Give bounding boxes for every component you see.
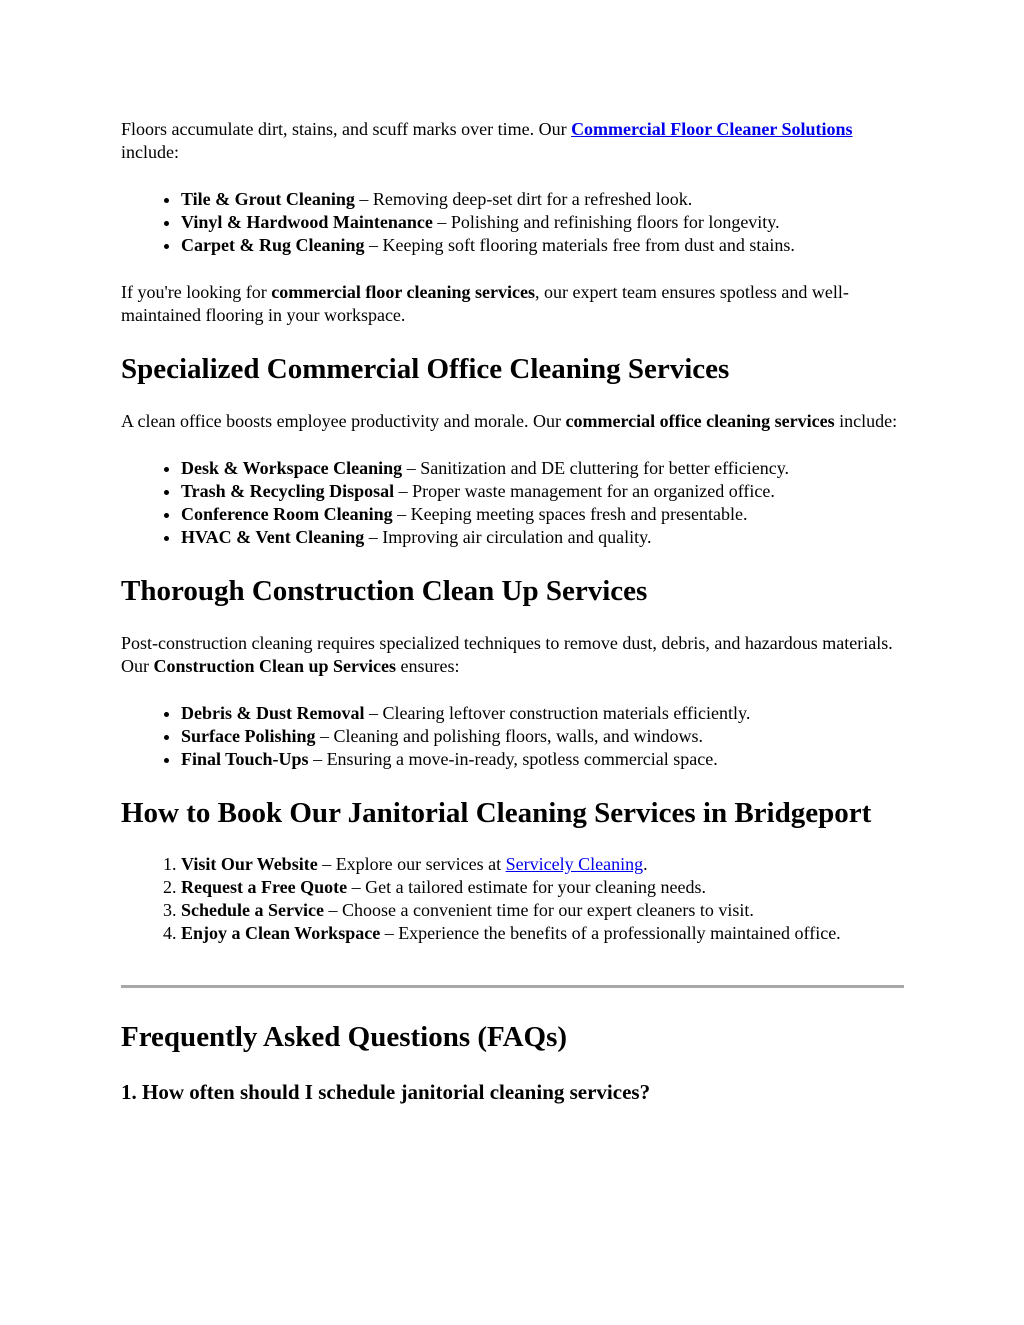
- commercial-floor-cleaner-link[interactable]: Commercial Floor Cleaner Solutions: [571, 119, 853, 139]
- office-services-list: [121, 457, 906, 549]
- list-item: • Conference Room Cleaning – Keeping meeting spaces fresh and presentable.: [181, 503, 906, 526]
- list-item: • HVAC & Vent Cleaning – Improving air circulation and quality.: [181, 526, 906, 549]
- list-item: • Trash & Recycling Disposal – Proper waste management for an organized office.: [181, 480, 906, 503]
- floor-intro-tail: include:: [121, 142, 179, 162]
- faq-section-heading: Frequently Asked Questions (FAQs): [121, 1021, 568, 1053]
- list-item: 4. Enjoy a Clean Workspace – Experience the benefits of a professionally maintained office.: [181, 922, 906, 945]
- office-intro-bold: commercial office cleaning services: [565, 411, 835, 431]
- office-section-heading: Specialized Commercial Office Cleaning Services: [121, 353, 730, 385]
- servicely-cleaning-link[interactable]: Servicely Cleaning: [505, 854, 644, 874]
- booking-steps-list: [121, 853, 906, 945]
- floor-outro-bold: commercial floor cleaning services: [271, 282, 535, 302]
- list-item: • Final Touch-Ups – Ensuring a move-in-ready, spotless commercial space.: [181, 748, 906, 771]
- construction-services-list: [121, 702, 906, 771]
- construction-intro-bold: Construction Clean up Services: [153, 656, 396, 676]
- list-item: • Carpet & Rug Cleaning – Keeping soft flooring materials free from dust and stains.: [181, 234, 906, 257]
- list-item: 2. Request a Free Quote – Get a tailored estimate for your cleaning needs.: [181, 876, 906, 899]
- construction-intro-paragraph: Post-construction cleaning requires specialized techniques to remove dust, debris, and hazardous materials. Our Construction Clean up Services ensures:: [121, 633, 893, 676]
- list-item: • Desk & Workspace Cleaning – Sanitization and DE cluttering for better efficiency.: [181, 457, 906, 480]
- list-item: • Debris & Dust Removal – Clearing leftover construction materials efficiently.: [181, 702, 906, 725]
- list-item: 1. Visit Our Website – Explore our services at Servicely Cleaning.: [181, 853, 906, 876]
- faq-question-1: 1. How often should I schedule janitorial cleaning services?: [121, 1080, 651, 1104]
- list-item: 3. Schedule a Service – Choose a convenient time for our expert cleaners to visit.: [181, 899, 906, 922]
- office-intro-paragraph: A clean office boosts employee productivity and morale. Our commercial office cleaning services include:: [121, 411, 898, 431]
- floor-intro-paragraph: [121, 118, 906, 164]
- floor-outro-paragraph: If you're looking for commercial floor cleaning services, our expert team ensures spotless and well-maintained flooring in your workspace.: [121, 282, 849, 325]
- list-item: • Vinyl & Hardwood Maintenance – Polishing and refinishing floors for longevity.: [181, 211, 906, 234]
- list-item: • Surface Polishing – Cleaning and polishing floors, walls, and windows.: [181, 725, 906, 748]
- list-item: • Tile & Grout Cleaning – Removing deep-set dirt for a refreshed look.: [181, 188, 906, 211]
- floor-services-list: [121, 188, 906, 257]
- section-divider: [121, 985, 904, 988]
- floor-intro-text: Floors accumulate dirt, stains, and scuff marks over time. Our: [121, 119, 572, 139]
- booking-section-heading: How to Book Our Janitorial Cleaning Services in Bridgeport: [121, 797, 872, 829]
- construction-section-heading: Thorough Construction Clean Up Services: [121, 575, 648, 607]
- document-content: [121, 118, 906, 1105]
